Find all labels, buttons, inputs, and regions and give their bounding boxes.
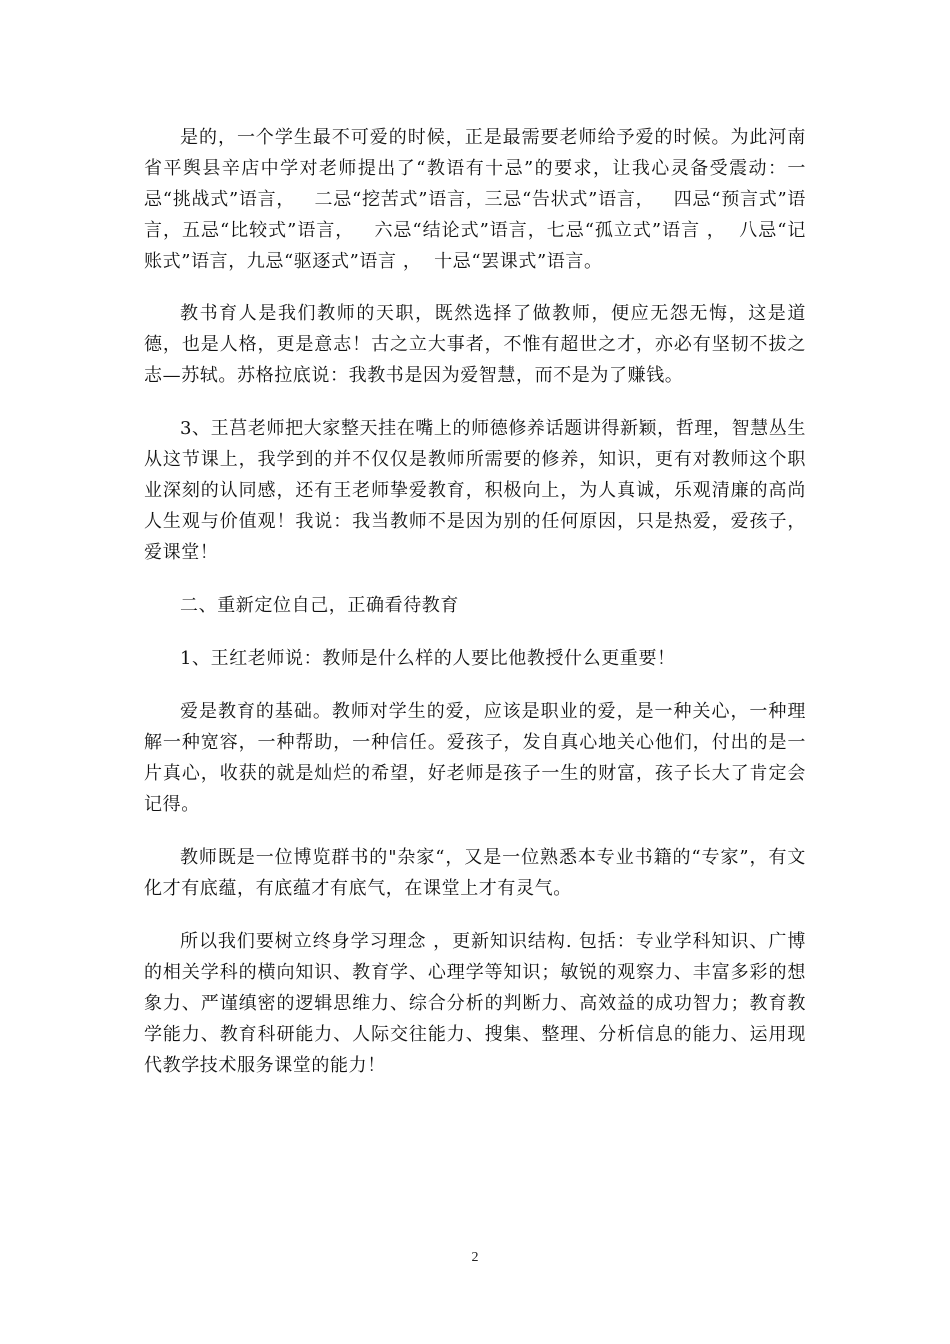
paragraph-lifelong-learning: 所以我们要树立终身学习理念 ，更新知识结构. 包括：专业学科知识、广博的相关学科的横向知识、教育学、心理学等知识；敏锐的观察力、丰富多彩的想象力、严谨缜密的逻辑思维力、综合分析的判断力、高效益的成功智力；教育教学能力、教育科研能力、人际交往能力、搜集、整理、分析信息的能力、运用现代教学技术服务课堂的能力！ — [144, 931, 806, 1076]
paragraph-teaching-duty: 教书育人是我们教师的天职，既然选择了做教师，便应无怨无悔，这是道德，也是人格，更是意志！古之立大事者，不惟有超世之才，亦必有坚韧不拔之志—苏轼。苏格拉底说：我教书是因为爱智慧，而不是为了赚钱。 — [144, 303, 806, 386]
paragraph-love-foundation: 爱是教育的基础。教师对学生的爱，应该是职业的爱，是一种关心，一种理解一种宽容，一种帮助，一种信任。爱孩子，发自真心地关心他们，付出的是一片真心，收获的就是灿烂的希望，好老师是孩子一生的财富，孩子长大了肯定会记得。 — [144, 701, 806, 815]
paragraph-wang-hong-quote: 1、王红老师说：教师是什么样的人要比他教授什么更重要！ — [180, 648, 676, 669]
page-number: 2 — [471, 1250, 479, 1265]
paragraph-ten-taboos: 是的，一个学生最不可爱的时候，正是最需要老师给予爱的时候。为此河南省平舆县辛店中学对老师提出了“教语有十忌”的要求，让我心灵备受震动：一忌“挑战式”语言， 二忌“挖苦式”语言，三忌“告状式”语言， 四忌“预言式”语言，五忌“比较式”语言， 六忌“结论式”语言，七忌“孤立式”语言 ， 八忌“记账式”语言，九忌“驱逐式”语言 ， 十忌“罢课式”语言。 — [144, 127, 806, 272]
section-heading-reposition: 二、重新定位自己，正确看待教育 — [180, 595, 459, 616]
paragraph-wang-lecture: 3、王莒老师把大家整天挂在嘴上的师德修养话题讲得新颖，哲理，智慧丛生从这节课上，我学到的并不仅仅是教师所需要的修养，知识，更有对教师这个职业深刻的认同感，还有王老师挚爱教育，积极向上，为人真诚，乐观清廉的高尚人生观与价值观！我说：我当教师不是因为别的任何原因，只是热爱，爱孩子，爱课堂！ — [144, 418, 806, 563]
document-body — [144, 122, 806, 1081]
paragraph-generalist-expert: 教师既是一位博览群书的"杂家“，又是一位熟悉本专业书籍的“专家”，有文化才有底蕴，有底蕴才有底气，在课堂上才有灵气。 — [144, 847, 806, 899]
